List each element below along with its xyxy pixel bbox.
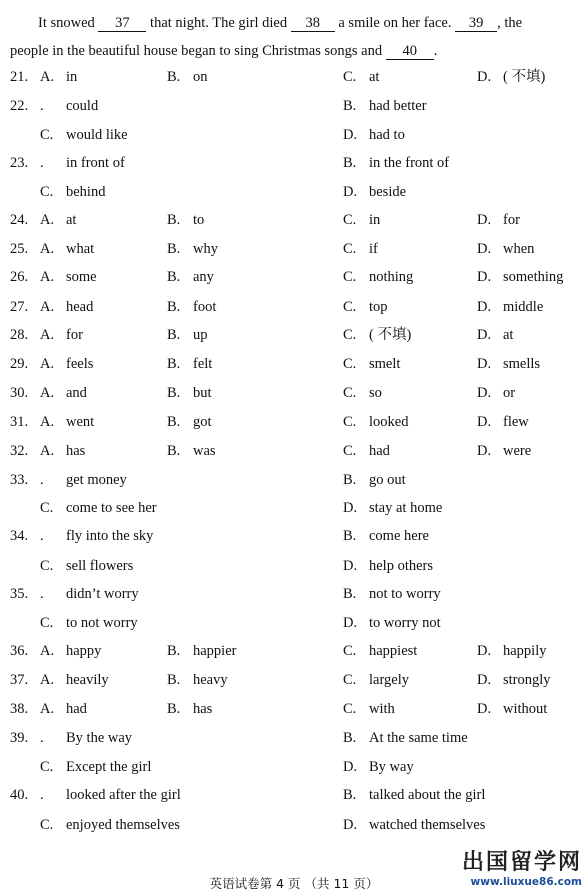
- answer-option: [40, 727, 132, 749]
- site-watermark: [442, 850, 582, 888]
- option-letter: C.: [40, 817, 54, 833]
- option-letter: A.: [40, 643, 55, 659]
- option-text: foot: [193, 299, 217, 315]
- option-letter: D.: [343, 615, 358, 631]
- answer-option: [343, 353, 400, 375]
- blank-40: 40: [386, 43, 434, 60]
- answer-option: [477, 440, 531, 462]
- answer-option: [343, 411, 408, 433]
- question-number: 38.: [10, 701, 29, 717]
- option-text: has: [193, 701, 213, 717]
- question-number: 25.: [10, 241, 29, 257]
- answer-option: [343, 612, 441, 634]
- option-text: for: [66, 327, 83, 343]
- answer-option: [343, 152, 449, 174]
- answer-option: [343, 669, 409, 691]
- option-letter: B.: [167, 701, 181, 717]
- option-text: fly into the sky: [66, 528, 154, 544]
- option-text: but: [193, 385, 212, 401]
- answer-option: [343, 525, 429, 547]
- answer-option: [343, 698, 395, 720]
- question-number: 24.: [10, 212, 29, 228]
- option-text: flew: [503, 414, 529, 430]
- answer-option: [40, 353, 93, 375]
- option-letter: B.: [167, 356, 181, 372]
- answer-option: [477, 353, 540, 375]
- question-number: 31.: [10, 414, 29, 430]
- option-text: for: [503, 212, 520, 228]
- option-text: when: [503, 241, 535, 257]
- option-letter: C.: [343, 269, 357, 285]
- option-text: get money: [66, 472, 127, 488]
- option-letter: .: [40, 787, 44, 803]
- passage-text: It snowed: [38, 15, 99, 31]
- answer-option: [343, 209, 380, 231]
- option-letter: A.: [40, 672, 55, 688]
- question-number: 21.: [10, 69, 29, 85]
- option-letter: C.: [40, 558, 54, 574]
- option-letter: B.: [167, 241, 181, 257]
- option-letter: B.: [167, 327, 181, 343]
- option-letter: B.: [167, 212, 181, 228]
- option-letter: C.: [40, 184, 54, 200]
- answer-option: [477, 411, 529, 433]
- answer-option: [477, 698, 547, 720]
- answer-option: [343, 238, 378, 260]
- option-letter: D.: [343, 184, 358, 200]
- option-text: sell flowers: [66, 558, 134, 574]
- option-letter: A.: [40, 69, 55, 85]
- option-letter: D.: [477, 385, 492, 401]
- option-text: head: [66, 299, 94, 315]
- answer-option: [343, 727, 468, 749]
- answer-option: [40, 411, 94, 433]
- option-letter: C.: [343, 356, 357, 372]
- answer-option: [40, 440, 85, 462]
- answer-option: [167, 324, 208, 346]
- option-letter: B.: [167, 269, 181, 285]
- option-text: what: [66, 241, 95, 257]
- option-text: had better: [369, 98, 427, 114]
- option-text: or: [503, 385, 516, 401]
- option-text: not to worry: [369, 586, 441, 602]
- option-letter: C.: [343, 414, 357, 430]
- option-letter: C.: [343, 241, 357, 257]
- blank-38: 38: [291, 15, 335, 32]
- option-letter: D.: [477, 443, 492, 459]
- passage-intro: [10, 9, 578, 65]
- answer-option: [40, 756, 151, 778]
- answer-option: [40, 382, 87, 404]
- option-letter: B.: [343, 730, 357, 746]
- option-text: so: [369, 385, 382, 401]
- option-text: feels: [66, 356, 94, 372]
- answer-option: [343, 756, 414, 778]
- blank-39: 39: [455, 15, 497, 32]
- answer-option: [40, 640, 101, 662]
- answer-option: [167, 353, 212, 375]
- answer-option: [167, 669, 228, 691]
- option-letter: C.: [343, 69, 357, 85]
- option-letter: .: [40, 730, 44, 746]
- option-text: up: [193, 327, 208, 343]
- answer-option: [40, 124, 128, 146]
- question-number: 29.: [10, 356, 29, 372]
- option-letter: D.: [343, 500, 358, 516]
- question-number: 30.: [10, 385, 29, 401]
- question-number: 35.: [10, 586, 29, 602]
- option-letter: A.: [40, 241, 55, 257]
- answer-option: [477, 209, 520, 231]
- answer-option: [40, 238, 94, 260]
- option-text: at: [503, 327, 514, 343]
- option-text: By the way: [66, 730, 133, 746]
- option-text: had to: [369, 127, 405, 143]
- option-text: middle: [503, 299, 544, 315]
- option-text: come to see her: [66, 500, 157, 516]
- passage-text: , the: [497, 15, 523, 31]
- option-text: happily: [503, 643, 547, 659]
- option-letter: B.: [343, 528, 357, 544]
- option-text: something: [503, 269, 564, 285]
- option-letter: B.: [343, 155, 357, 171]
- option-text: could: [66, 98, 99, 114]
- option-letter: D.: [477, 69, 492, 85]
- option-text: at: [66, 212, 77, 228]
- answer-option: [477, 296, 543, 318]
- option-text: went: [66, 414, 95, 430]
- answer-option: [477, 640, 547, 662]
- option-text: heavy: [193, 672, 228, 688]
- answer-option: [167, 266, 214, 288]
- answer-option: [40, 469, 127, 491]
- option-letter: D.: [343, 817, 358, 833]
- option-text: if: [369, 241, 378, 257]
- option-letter: A.: [40, 327, 55, 343]
- option-text: without: [503, 701, 548, 717]
- option-letter: B.: [343, 787, 357, 803]
- passage-text: a smile on her face.: [334, 15, 456, 31]
- option-text: in front of: [66, 155, 125, 171]
- option-text: By way: [369, 759, 414, 775]
- option-text: looked after the girl: [66, 787, 181, 803]
- option-text: stay at home: [369, 500, 443, 516]
- question-number: 33.: [10, 472, 29, 488]
- answer-option: [167, 440, 216, 462]
- answer-option: [40, 152, 125, 174]
- option-letter: .: [40, 528, 44, 544]
- option-letter: A.: [40, 385, 55, 401]
- option-text: felt: [193, 356, 213, 372]
- option-letter: .: [40, 98, 44, 114]
- option-letter: C.: [40, 615, 54, 631]
- option-letter: A.: [40, 299, 55, 315]
- answer-option: [167, 66, 208, 88]
- blank-37: 37: [98, 15, 146, 32]
- answer-option: [343, 784, 485, 806]
- option-text: was: [193, 443, 216, 459]
- option-letter: C.: [343, 701, 357, 717]
- answer-option: [40, 181, 105, 203]
- option-text: didn’t worry: [66, 586, 139, 602]
- page-footer: 英语试卷第 4 页 （共 11 页）: [209, 876, 379, 891]
- answer-option: [40, 583, 139, 605]
- answer-option: [40, 698, 87, 720]
- answer-option: [343, 95, 427, 117]
- option-letter: A.: [40, 443, 55, 459]
- option-text: some: [66, 269, 97, 285]
- question-number: 27.: [10, 299, 29, 315]
- option-letter: B.: [167, 643, 181, 659]
- answer-option: [40, 669, 109, 691]
- option-text: happier: [193, 643, 237, 659]
- answer-option: [40, 324, 83, 346]
- option-letter: B.: [167, 443, 181, 459]
- option-letter: B.: [167, 414, 181, 430]
- option-letter: A.: [40, 701, 55, 717]
- option-letter: C.: [343, 212, 357, 228]
- question-number: 32.: [10, 443, 29, 459]
- option-letter: D.: [477, 327, 492, 343]
- answer-option: [343, 324, 411, 346]
- answer-option: [40, 95, 98, 117]
- option-letter: .: [40, 472, 44, 488]
- option-letter: C.: [40, 500, 54, 516]
- question-number: 28.: [10, 327, 29, 343]
- answer-option: [477, 669, 551, 691]
- option-letter: C.: [343, 299, 357, 315]
- option-text: has: [66, 443, 86, 459]
- option-text: at: [369, 69, 380, 85]
- option-letter: C.: [343, 643, 357, 659]
- option-letter: D.: [477, 672, 492, 688]
- option-letter: A.: [40, 212, 55, 228]
- answer-option: [343, 124, 405, 146]
- passage-text: people in the beautiful house began to sing Christmas songs and: [10, 43, 386, 59]
- question-number: 40.: [10, 787, 29, 803]
- answer-option: [167, 698, 212, 720]
- answer-option: [343, 266, 413, 288]
- option-text: help others: [369, 558, 434, 574]
- option-letter: C.: [343, 672, 357, 688]
- passage-text: that night. The girl died: [146, 15, 291, 31]
- option-text: to: [193, 212, 205, 228]
- answer-option: [40, 784, 181, 806]
- option-text: in: [369, 212, 381, 228]
- answer-option: [167, 209, 204, 231]
- option-text: ( 不填): [503, 69, 546, 85]
- option-text: had: [66, 701, 87, 717]
- answer-option: [477, 66, 545, 88]
- option-text: heavily: [66, 672, 109, 688]
- option-letter: D.: [343, 558, 358, 574]
- answer-option: [343, 296, 388, 318]
- passage-line-2: [10, 37, 578, 65]
- answer-option: [40, 296, 93, 318]
- option-text: come here: [369, 528, 429, 544]
- option-text: any: [193, 269, 214, 285]
- option-letter: A.: [40, 414, 55, 430]
- option-letter: D.: [343, 759, 358, 775]
- question-number: 36.: [10, 643, 29, 659]
- question-number: 37.: [10, 672, 29, 688]
- answer-option: [40, 525, 153, 547]
- answer-option: [477, 266, 563, 288]
- option-letter: D.: [477, 414, 492, 430]
- option-letter: A.: [40, 356, 55, 372]
- answer-option: [40, 209, 76, 231]
- answer-option: [40, 266, 97, 288]
- question-number: 26.: [10, 269, 29, 285]
- answer-option: [343, 583, 441, 605]
- option-text: had: [369, 443, 390, 459]
- answer-option: [343, 382, 382, 404]
- answer-option: [167, 238, 218, 260]
- passage-text: .: [433, 43, 438, 59]
- option-letter: D.: [477, 212, 492, 228]
- option-letter: D.: [477, 241, 492, 257]
- option-text: were: [503, 443, 532, 459]
- answer-option: [40, 814, 180, 836]
- option-text: nothing: [369, 269, 414, 285]
- option-text: go out: [369, 472, 406, 488]
- answer-option: [477, 382, 515, 404]
- option-letter: B.: [343, 98, 357, 114]
- option-text: to not worry: [66, 615, 138, 631]
- option-text: ( 不填): [369, 327, 412, 343]
- option-text: and: [66, 385, 87, 401]
- option-text: smells: [503, 356, 541, 372]
- answer-option: [343, 181, 406, 203]
- answer-option: [40, 612, 138, 634]
- option-text: enjoyed themselves: [66, 817, 180, 833]
- option-text: smelt: [369, 356, 401, 372]
- option-text: At the same time: [369, 730, 468, 746]
- option-text: beside: [369, 184, 407, 200]
- option-letter: D.: [477, 643, 492, 659]
- question-number: 23.: [10, 155, 29, 171]
- answer-option: [343, 640, 417, 662]
- answer-option: [343, 440, 390, 462]
- option-text: with: [369, 701, 395, 717]
- option-letter: C.: [40, 127, 54, 143]
- option-text: happiest: [369, 643, 418, 659]
- option-letter: B.: [167, 672, 181, 688]
- option-text: to worry not: [369, 615, 441, 631]
- option-letter: D.: [477, 299, 492, 315]
- option-letter: B.: [167, 385, 181, 401]
- question-number: 22.: [10, 98, 29, 114]
- option-text: in the front of: [369, 155, 450, 171]
- option-text: got: [193, 414, 212, 430]
- option-text: talked about the girl: [369, 787, 486, 803]
- option-letter: A.: [40, 269, 55, 285]
- answer-option: [40, 497, 157, 519]
- answer-option: [343, 814, 485, 836]
- watermark-name: 出国留学网: [461, 850, 582, 875]
- option-letter: D.: [477, 701, 492, 717]
- option-letter: B.: [167, 69, 181, 85]
- option-text: would like: [66, 127, 128, 143]
- option-text: why: [193, 241, 218, 257]
- answer-option: [167, 296, 216, 318]
- answer-option: [477, 238, 534, 260]
- option-letter: D.: [343, 127, 358, 143]
- answer-option: [40, 555, 133, 577]
- option-letter: C.: [343, 385, 357, 401]
- passage-line-1: [10, 9, 578, 37]
- answer-option: [477, 324, 513, 346]
- option-letter: .: [40, 586, 44, 602]
- option-letter: C.: [343, 327, 357, 343]
- option-text: top: [369, 299, 388, 315]
- answer-option: [343, 497, 442, 519]
- option-text: on: [193, 69, 208, 85]
- option-text: looked: [369, 414, 409, 430]
- option-letter: B.: [167, 299, 181, 315]
- answer-option: [343, 66, 379, 88]
- option-text: watched themselves: [369, 817, 486, 833]
- answer-option: [40, 66, 77, 88]
- option-text: happy: [66, 643, 102, 659]
- answer-option: [343, 469, 406, 491]
- option-text: largely: [369, 672, 409, 688]
- answer-option: [343, 555, 433, 577]
- option-letter: .: [40, 155, 44, 171]
- option-letter: D.: [477, 356, 492, 372]
- option-letter: C.: [40, 759, 54, 775]
- option-letter: D.: [477, 269, 492, 285]
- question-number: 34.: [10, 528, 29, 544]
- watermark-url: www.liuxue86.com: [470, 876, 582, 888]
- answer-option: [167, 382, 212, 404]
- question-number: 39.: [10, 730, 29, 746]
- option-text: strongly: [503, 672, 551, 688]
- answer-option: [167, 640, 236, 662]
- option-text: in: [66, 69, 78, 85]
- option-text: behind: [66, 184, 106, 200]
- option-letter: C.: [343, 443, 357, 459]
- answer-option: [167, 411, 212, 433]
- option-letter: B.: [343, 472, 357, 488]
- option-letter: B.: [343, 586, 357, 602]
- option-text: Except the girl: [66, 759, 152, 775]
